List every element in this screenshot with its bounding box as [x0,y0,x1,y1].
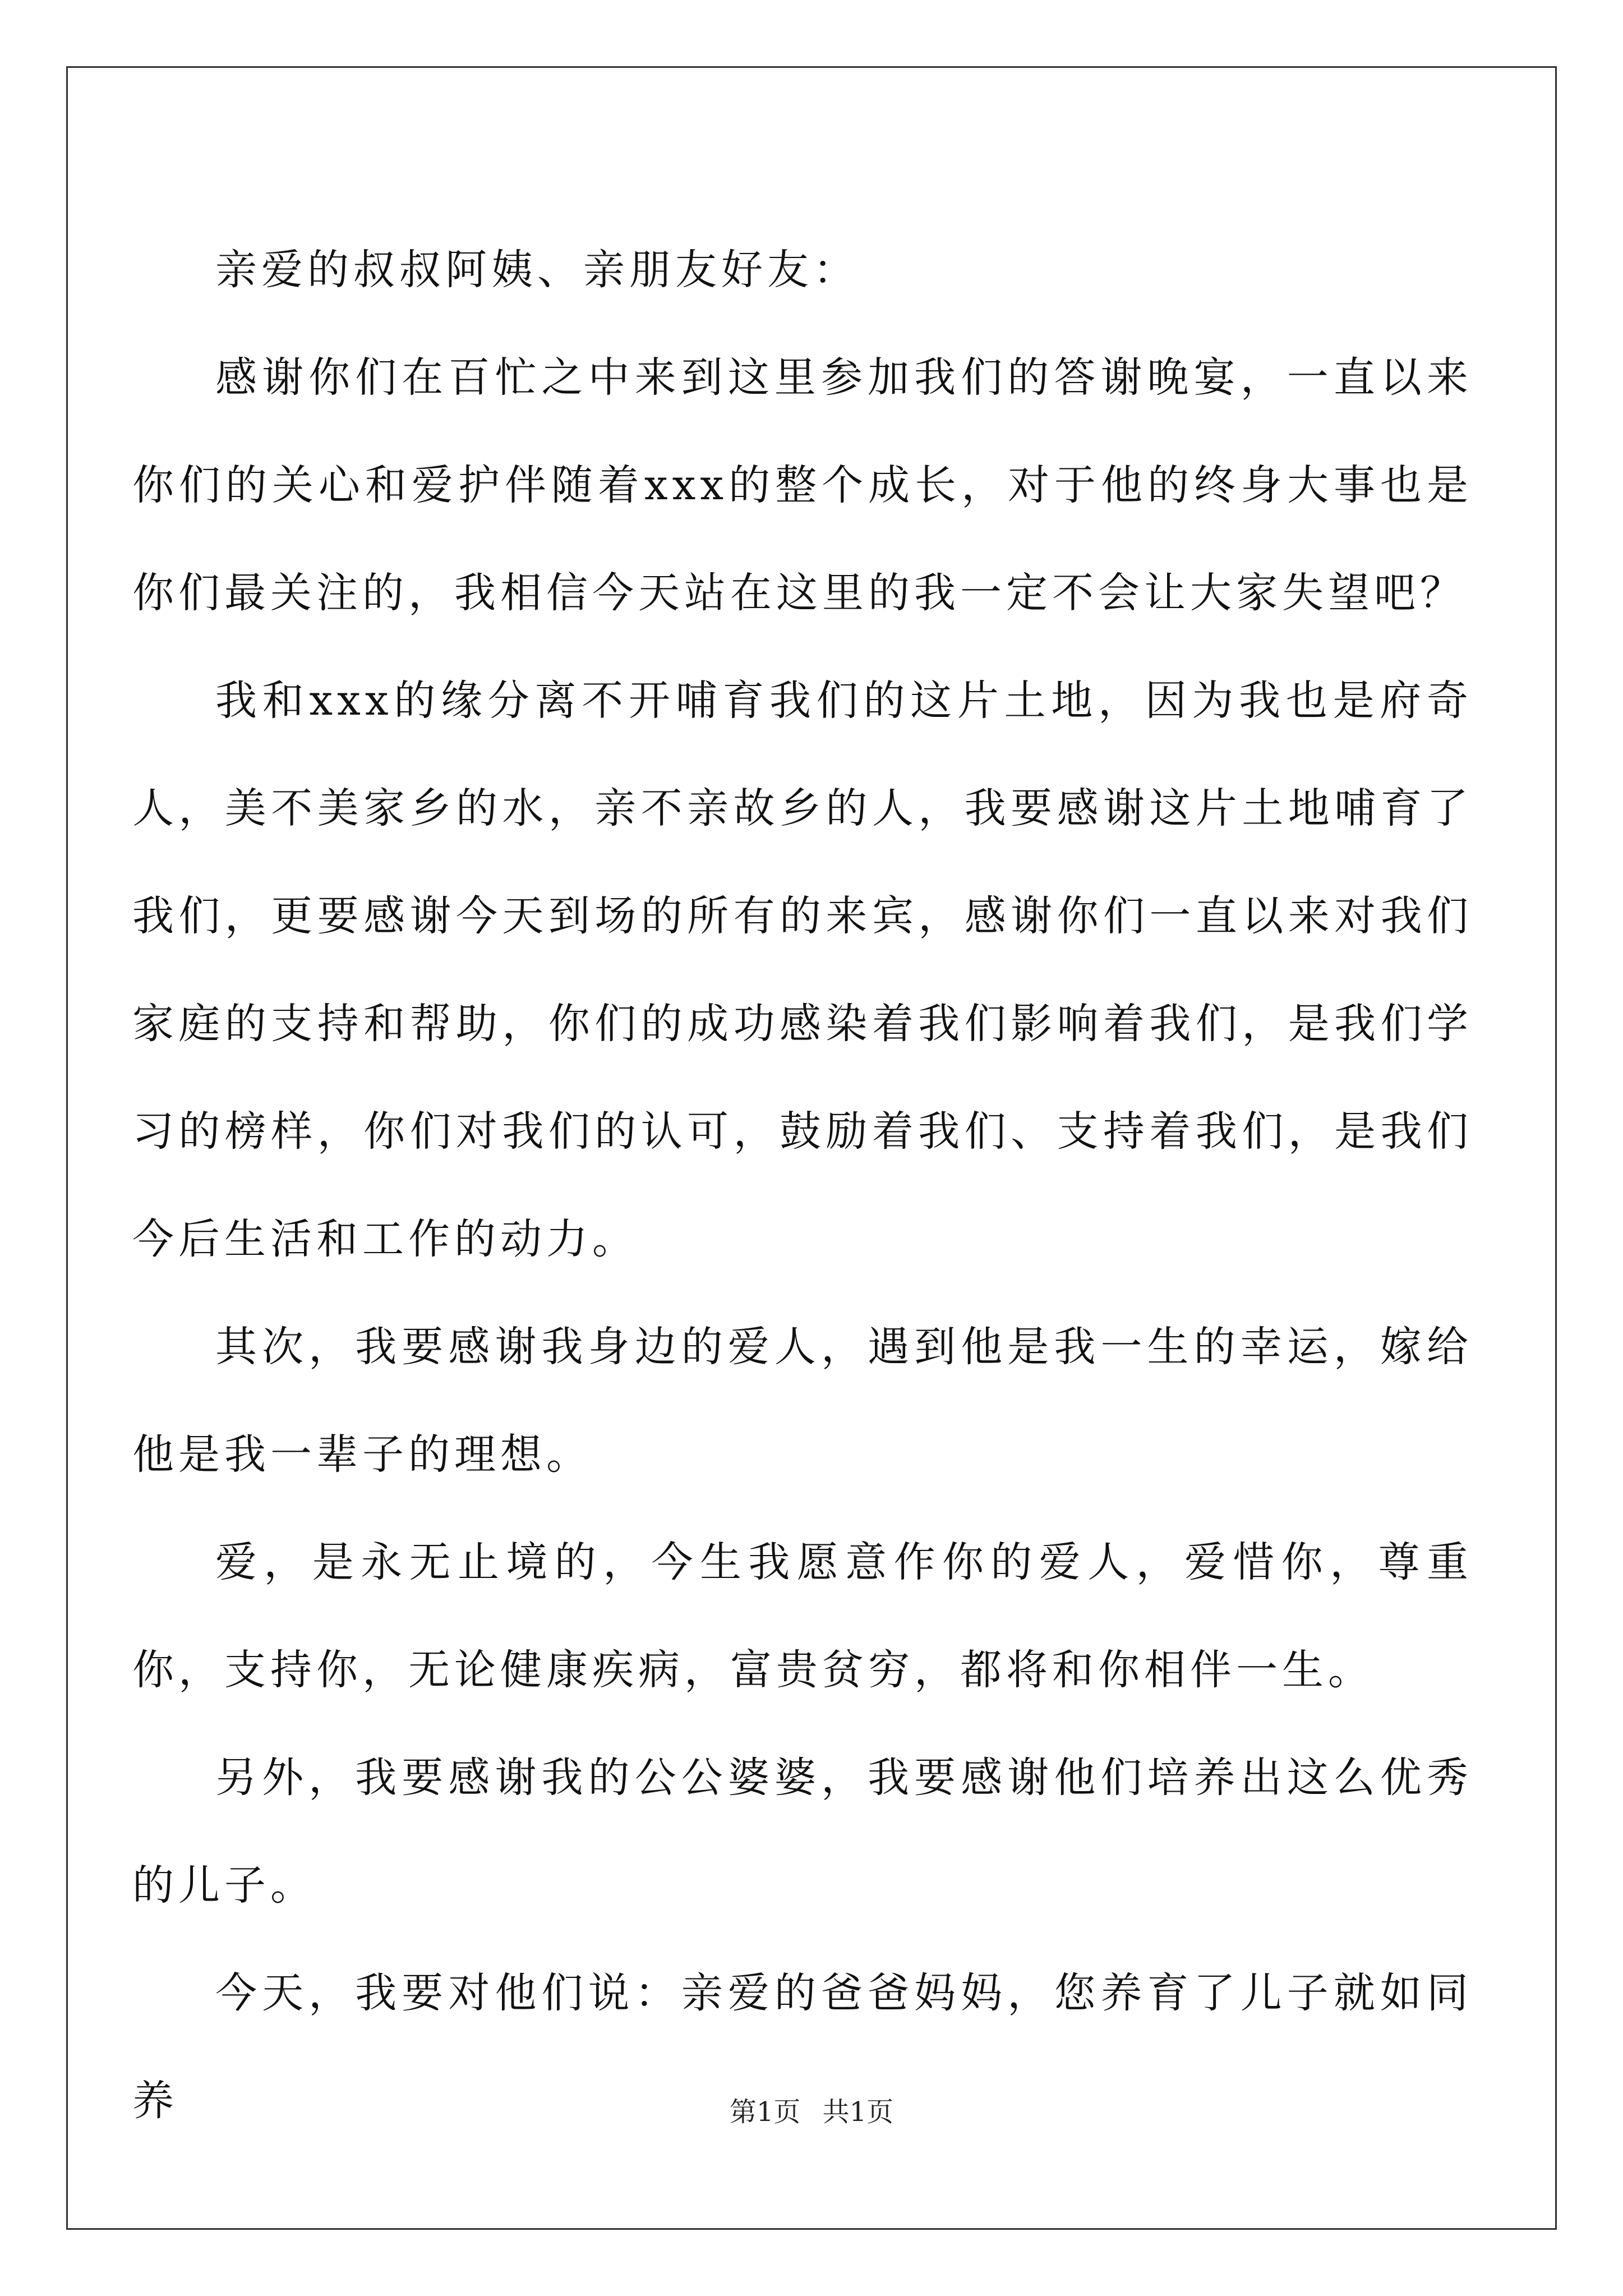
body-paragraph: 另外，我要感谢我的公公婆婆，我要感谢他们培养出这么优秀的儿子。 [132,1754,1473,1910]
salutation-paragraph: 亲爱的叔叔阿姨、亲朋友好友： [215,246,859,294]
body-paragraph: 我和xxx的缘分离不开哺育我们的这片土地，因为我也是府奇人，美不美家乡的水，亲不亲故乡的人，我要感谢这片土地哺育了我们，更要感谢今天到场的所有的来宾，感谢你们一直以来对我们家庭的支持和帮助，你们的成功感染着我们影响着我们，是我们学习的榜样，你们对我们的认可，鼓励着我们、支持着我们，是我们今后生活和工作的动力。 [132,677,1473,1263]
document-body [132,216,1473,2155]
body-paragraph: 其次，我要感谢我身边的爱人，遇到他是我一生的幸运，嫁给他是我一辈子的理想。 [132,1323,1473,1479]
body-paragraph: 今天，我要对他们说：亲爱的爸爸妈妈，您养育了儿子就如同养 [132,1969,1473,2125]
page-number: 第1页 [729,2096,801,2128]
page-footer [0,2095,1623,2129]
body-paragraph: 感谢你们在百忙之中来到这里参加我们的答谢晚宴，一直以来你们的关心和爱护伴随着xxx的整个成长，对于他的终身大事也是你们最关注的，我相信今天站在这里的我一定不会让大家失望吧？ [132,353,1473,617]
page-total: 共1页 [822,2096,894,2128]
body-paragraph: 爱，是永无止境的，今生我愿意作你的爱人，爱惜你，尊重你，支持你，无论健康疾病，富贵贫穷，都将和你相伴一生。 [132,1538,1473,1694]
